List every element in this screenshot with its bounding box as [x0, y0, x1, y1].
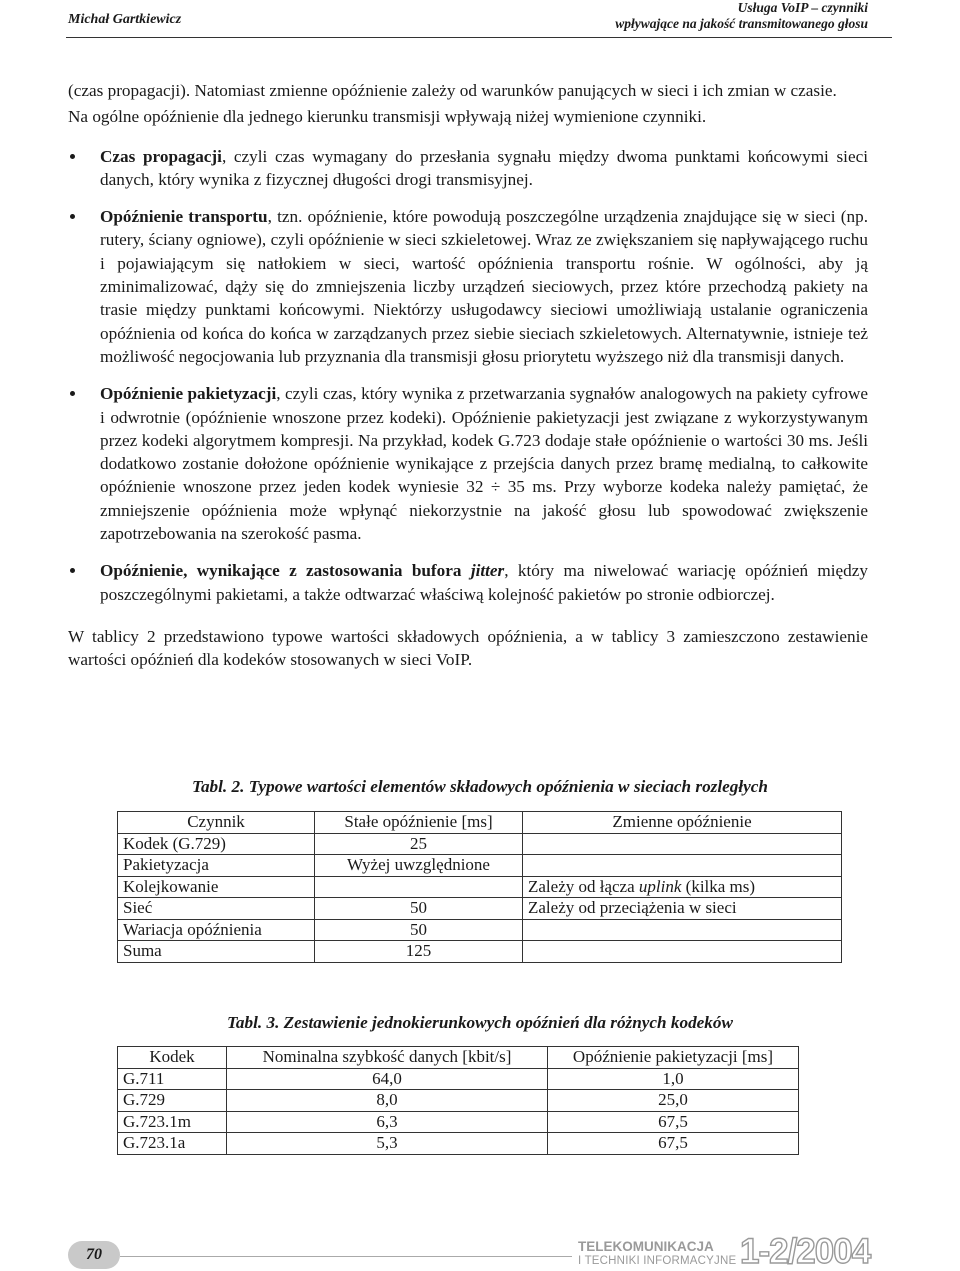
list-item-text: , czyli czas wymagany do przesłania sygnału między dwoma punktami końcowymi sieci danych, który wynika z fizycznej długości drogi transmisyjnej.	[100, 146, 868, 189]
header-title-line1: Usługa VoIP – czynniki	[737, 0, 868, 15]
cell-text: Zależy od łącza	[528, 876, 639, 896]
table-row	[118, 1068, 799, 1090]
table-row	[118, 898, 842, 920]
table-row	[118, 1090, 799, 1112]
factor-list	[68, 145, 868, 606]
table-row	[118, 1133, 799, 1155]
list-item	[68, 205, 868, 368]
list-item-text: , czyli czas, który wynika z przetwarzania sygnałów analogowych na pakiety cyfrowe i odwrotnie (opóźnienie wnoszone przez kodeki). Opóźnienie pakietyzacji jest związane z wykorzystywanym przez kodeki algorytmem kompresji. Na przykład, kodek G.723 dodaje stałe opóźnienie o wartości 30 ms. Jeśli dodatkowo zostanie dołożone opóźnienie wynikające z przejścia danych przez bramę medialną, to całkowite opóźnienie wnoszone przez jeden kodek wyniesie 32 ÷ 35 ms. Przy wyborze kodeka należy pamiętać, że zmniejszenie opóźnienia może wpłynąć niekorzystnie na jakość głosu lub spowodować zwiększenie zapotrzebowania na szerokość pasma.	[100, 384, 868, 544]
bullet-icon	[70, 568, 75, 573]
table-row	[118, 876, 842, 898]
header-title	[615, 0, 868, 32]
list-item-text: , który ma niwelować wariację opóźnień między poszczególnymi pakietami, a także odtwarzać właściwą kolejność pakietów po stronie odbiorczej.	[100, 561, 869, 604]
table-cell: 8,0	[227, 1090, 548, 1112]
table-row	[118, 919, 842, 941]
header-rule	[66, 37, 892, 38]
table-cell: Suma	[118, 941, 315, 963]
table-cell	[523, 855, 842, 877]
list-item-term: Opóźnienie transportu	[100, 207, 268, 227]
table-cell: 125	[315, 941, 523, 963]
paragraph-2: Na ogólne opóźnienie dla jednego kierunku transmisji wpływają niżej wymienione czynniki.	[68, 107, 707, 127]
table-cell: Wariacja opóźnienia	[118, 919, 315, 941]
table-header-cell: Opóźnienie pakietyzacji [ms]	[548, 1047, 799, 1069]
table-header-row	[118, 1047, 799, 1069]
issue-number: 1-2/2004	[740, 1232, 871, 1271]
table-cell: Kolejkowanie	[118, 876, 315, 898]
table-cell: G.723.1m	[118, 1111, 227, 1133]
table-cell: 50	[315, 898, 523, 920]
table-cell	[523, 833, 842, 855]
table-cell: 67,5	[548, 1133, 799, 1155]
footer-rule	[120, 1256, 572, 1257]
table-cell	[523, 876, 842, 898]
paragraph-3: W tablicy 2 przedstawiono typowe wartości składowych opóźnienia, a w tablicy 3 zamieszczono zestawienie wartości opóźnień dla kodeków stosowanych w sieci VoIP.	[68, 626, 868, 670]
table-header-row	[118, 812, 842, 834]
header-author: Michał Gartkiewicz	[68, 12, 182, 27]
table-cell: Zależy od przeciążenia w sieci	[523, 898, 842, 920]
bullet-icon	[70, 214, 75, 219]
list-item-term: Opóźnienie pakietyzacji	[100, 384, 277, 404]
table-cell: 5,3	[227, 1133, 548, 1155]
table-row	[118, 855, 842, 877]
table2-caption: Tabl. 2. Typowe wartości elementów składowych opóźnienia w sieciach rozległych	[192, 777, 768, 796]
list-item	[68, 559, 868, 606]
table-header-cell: Nominalna szybkość danych [kbit/s]	[227, 1047, 548, 1069]
header-title-line2: wpływające na jakość transmitowanego głosu	[615, 16, 868, 31]
list-item-text: , tzn. opóźnienie, które powodują poszczególne urządzenia znajdujące się w sieci (np. rutery, ściany ogniowe), czyli opóźnienie w sieci szkieletowej. Wraz ze zwiększaniem się napływającego ruchu i pojawiającym się natłokiem w sieci, wartość opóźnienia transportu rośnie. W ogólności, aby ją zminimalizować, dąży się do zmniejszenia liczby urządzeń sieciowych, przez które przechodzą pakiety na trasie między punktami końcowymi. Niektórzy usługodawcy sieciowi umożliwiają ustalanie ograniczenia opóźnienia od końca do końca w zarządzanych przez siebie sieciach szkieletowych. Alternatywnie, istnieje też możliwość negocjowania lub przyznania dla transmisji głosu priorytetu wyższego niż dla transmisji danych.	[100, 207, 869, 366]
table-cell	[523, 941, 842, 963]
paragraph-1: (czas propagacji). Natomiast zmienne opóźnienie zależy od warunków panujących w sieci i ich zmian w czasie.	[68, 81, 837, 100]
list-item	[68, 145, 868, 192]
page-number: 70	[68, 1241, 120, 1269]
table-cell: G.723.1a	[118, 1133, 227, 1155]
list-item-term-italic: jitter	[470, 561, 505, 581]
table-2	[117, 811, 842, 963]
journal-name-line1: TELEKOMUNIKACJA	[578, 1239, 714, 1254]
list-item	[68, 382, 868, 545]
bullet-icon	[70, 391, 75, 396]
table-cell	[523, 919, 842, 941]
table-cell: 6,3	[227, 1111, 548, 1133]
cell-text-italic: uplink	[638, 876, 682, 896]
table-header-cell: Stałe opóźnienie [ms]	[315, 812, 523, 834]
table-header-cell: Zmienne opóźnienie	[523, 812, 842, 834]
table-cell	[315, 876, 523, 898]
table-row	[118, 941, 842, 963]
table-3	[117, 1046, 799, 1155]
journal-name-line2: I TECHNIKI INFORMACYJNE	[578, 1255, 737, 1267]
table-cell: G.711	[118, 1068, 227, 1090]
table-cell: 67,5	[548, 1111, 799, 1133]
table-row	[118, 833, 842, 855]
table-cell: 25	[315, 833, 523, 855]
list-item-term: Opóźnienie, wynikające z zastosowania bufora	[100, 561, 471, 581]
table-cell: 50	[315, 919, 523, 941]
list-item-term: Czas propagacji	[100, 146, 222, 166]
table-cell: G.729	[118, 1090, 227, 1112]
table3-caption: Tabl. 3. Zestawienie jednokierunkowych opóźnień dla różnych kodeków	[227, 1013, 733, 1032]
table-cell: 1,0	[548, 1068, 799, 1090]
journal-name	[578, 1240, 736, 1268]
table-cell: Kodek (G.729)	[118, 833, 315, 855]
table-cell: 64,0	[227, 1068, 548, 1090]
table-cell: 25,0	[548, 1090, 799, 1112]
table-cell: Wyżej uwzględnione	[315, 855, 523, 877]
table-cell: Sieć	[118, 898, 315, 920]
bullet-icon	[70, 154, 75, 159]
table-header-cell: Czynnik	[118, 812, 315, 834]
article-body	[68, 79, 868, 672]
table-cell: Pakietyzacja	[118, 855, 315, 877]
cell-text: (kilka ms)	[681, 876, 756, 896]
table-header-cell: Kodek	[118, 1047, 227, 1069]
table-row	[118, 1111, 799, 1133]
